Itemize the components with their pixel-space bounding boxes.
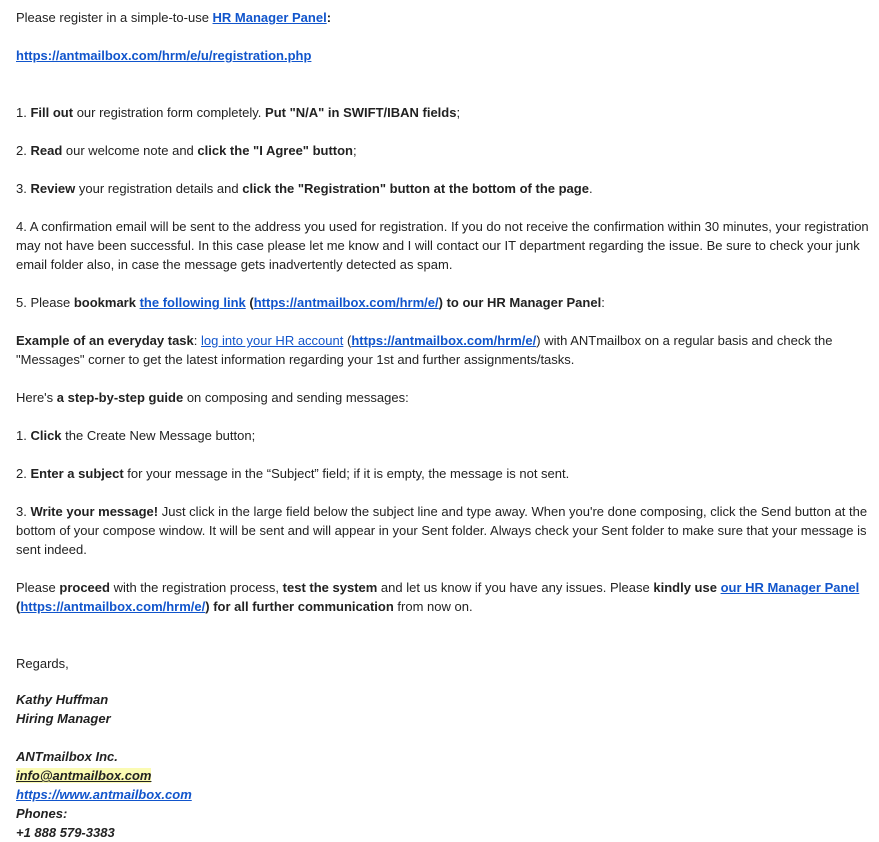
hrm-url-link[interactable]: https://antmailbox.com/hrm/e/ [253, 295, 439, 310]
signature-website-line [16, 785, 869, 804]
registration-url-link[interactable]: https://antmailbox.com/hrm/e/u/registration.php [16, 48, 312, 63]
hrm-url-link-2[interactable]: https://antmailbox.com/hrm/e/ [351, 333, 537, 348]
following-link[interactable]: the following link [139, 295, 246, 310]
hrm-url-link-3[interactable]: https://antmailbox.com/hrm/e/ [20, 599, 206, 614]
closing-paragraph: Please proceed with the registration process, test the system and let us know if you have any issues. Please kindly use our HR Manager Panel (https://antmailbox.com/hrm/e/) for all further communication from now on. [16, 580, 860, 614]
example-task: Example of an everyday task: log into your HR account (https://antmailbox.com/hrm/e/) with ANTmailbox on a regular basis and check the "Messages" corner to get the latest information regarding your 1st and further assignments/tasks. [16, 333, 833, 367]
message-step-2: 2. Enter a subject for your message in the “Subject” field; if it is empty, the message is not sent. [16, 466, 570, 481]
signature-phones-label: Phones: [16, 806, 68, 821]
signature-phone: +1 888 579-3383 [16, 825, 115, 840]
signature-email-line [16, 766, 869, 785]
signature-company: ANTmailbox Inc. [16, 749, 118, 764]
regards: Regards, [16, 656, 69, 671]
signature-email-link[interactable]: info@antmailbox.com [16, 768, 152, 783]
step-3: 3. Review your registration details and click the "Registration" button at the bottom of the page. [16, 181, 593, 196]
message-step-3: 3. Write your message! Just click in the large field below the subject line and type away. When you're done composing, click the Send button at the bottom of your compose window. It will be sent and will appear in your Sent folder. Always check your Sent folder to make sure that your message is sent indeed. [16, 504, 868, 557]
hr-manager-panel-link[interactable]: HR Manager Panel [212, 10, 327, 25]
message-step-1: 1. Click the Create New Message button; [16, 428, 256, 443]
signature-title: Hiring Manager [16, 711, 111, 726]
intro-line: Please register in a simple-to-use HR Manager Panel: [16, 10, 332, 25]
step-4: 4. A confirmation email will be sent to the address you used for registration. If you do not receive the confirmation within 30 minutes, your registration may not have been successful. In this case please let me know and I will contact our IT department regarding the issue. Be sure to check your junk email folder also, in case the message gets inadvertently detected as spam. [16, 219, 869, 272]
guide-intro: Here's a step-by-step guide on composing and sending messages: [16, 390, 409, 405]
our-hr-manager-panel-link[interactable]: our HR Manager Panel [720, 580, 860, 595]
step-2: 2. Read our welcome note and click the "I Agree" button; [16, 143, 357, 158]
signature-website-link[interactable]: https://www.antmailbox.com [16, 787, 192, 802]
step-1: 1. Fill out our registration form completely. Put "N/A" in SWIFT/IBAN fields; [16, 105, 461, 120]
registration-url-line [16, 46, 869, 65]
step-5: 5. Please bookmark the following link (https://antmailbox.com/hrm/e/) to our HR Manager Panel: [16, 295, 605, 310]
signature-name: Kathy Huffman [16, 692, 109, 707]
log-into-account-link[interactable]: log into your HR account [201, 333, 344, 348]
